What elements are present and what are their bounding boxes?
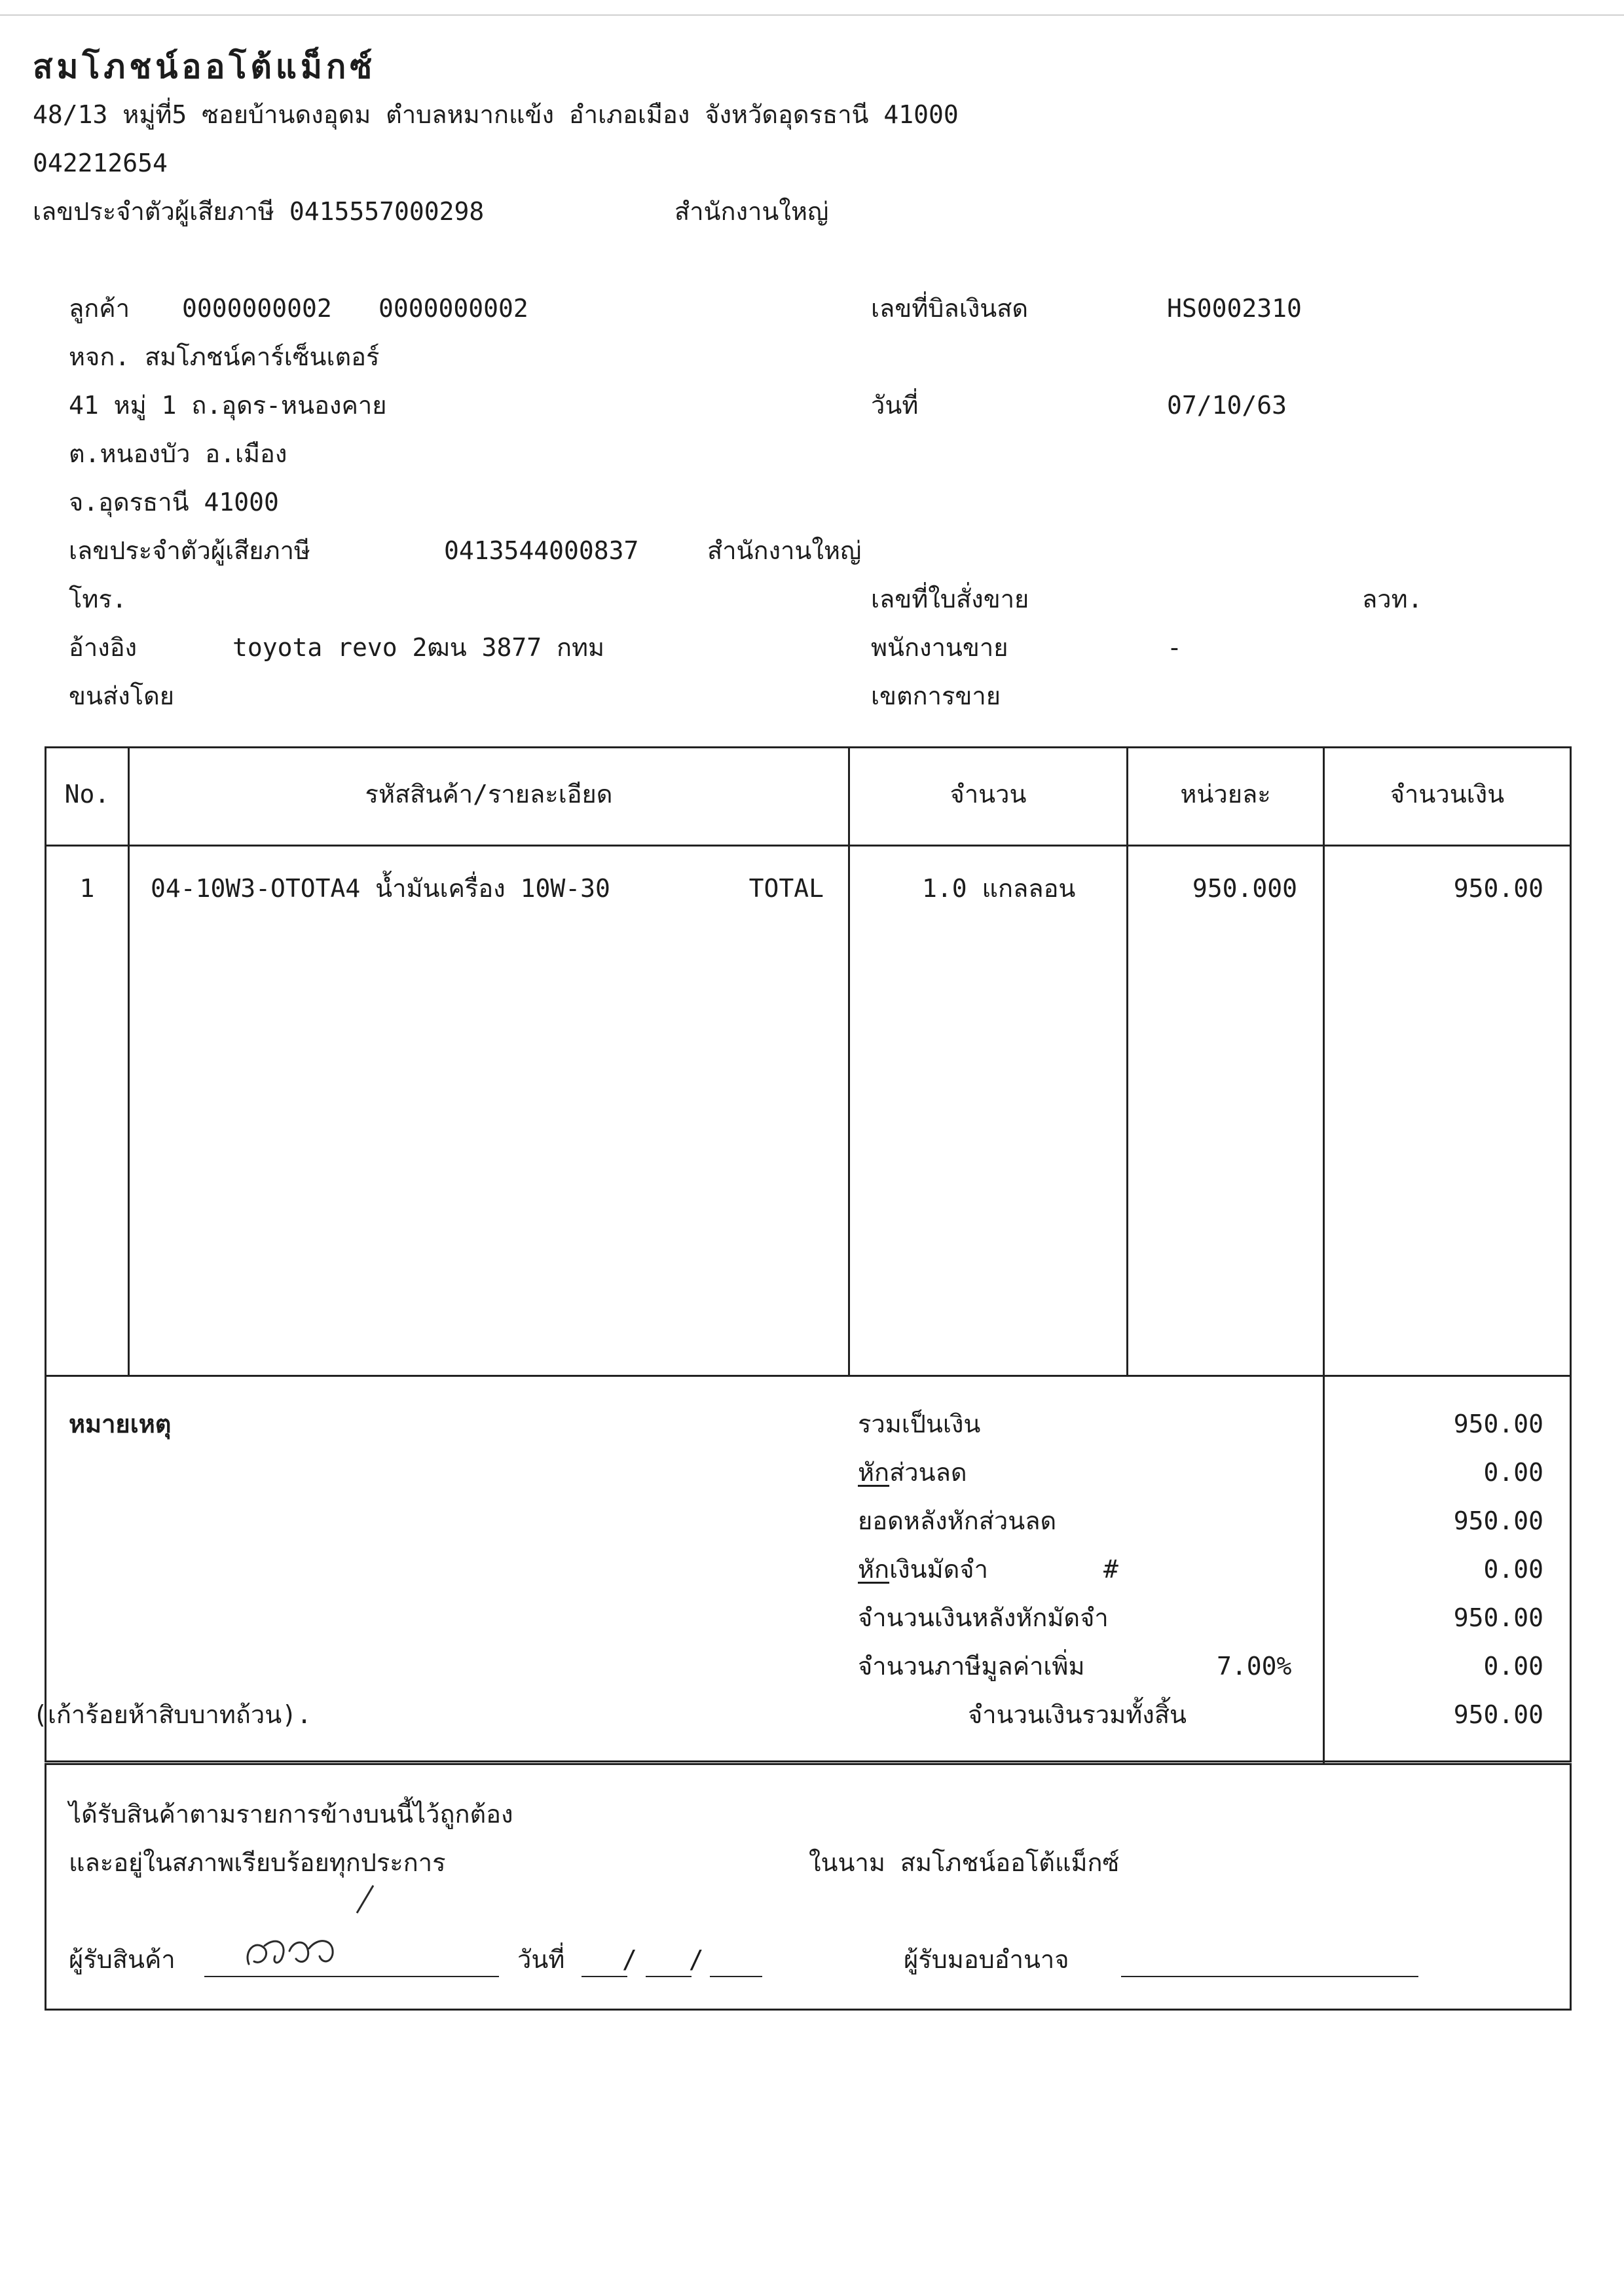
discount-text: ส่วนลด <box>889 1458 967 1487</box>
deposit-text: เงินมัดจำ <box>889 1555 988 1584</box>
header-divider <box>45 845 1572 847</box>
items-bottom-divider <box>45 1375 1572 1377</box>
company-branch: สำนักงานใหญ่ <box>674 197 829 226</box>
row-item-code: 04-10W3-OTOTA4 น้ำมันเครื่อง 10W-30 <box>151 874 610 903</box>
bill-date-value: 07/10/63 <box>1167 391 1287 420</box>
bill-date-label: วันที่ <box>871 391 919 420</box>
after-discount-label: ยอดหลังหักส่วนลด <box>858 1506 1057 1535</box>
deposit-label <box>858 1554 988 1584</box>
header-desc: รหัสสินค้า/รายละเอียด <box>365 780 613 809</box>
scan-edge-line <box>0 14 1624 16</box>
row-amount: 950.00 <box>1453 874 1543 903</box>
col-divider-3 <box>1126 746 1128 1377</box>
salesperson-label: พนักงานขาย <box>871 633 1008 662</box>
on-behalf-of: ในนาม สมโภชน์ออโต้แม็กซ์ <box>809 1848 1120 1877</box>
customer-name: หจก. สมโภชน์คาร์เซ็นเตอร์ <box>69 342 380 371</box>
after-discount-value: 950.00 <box>1453 1506 1543 1535</box>
customer-tax-label: เลขประจำตัวผู้เสียภาษี <box>69 536 310 565</box>
customer-branch: สำนักงานใหญ่ <box>707 536 862 565</box>
sales-order-label: เลขที่ใบสั่งขาย <box>871 585 1029 613</box>
deposit-value: 0.00 <box>1483 1555 1543 1584</box>
row-unit-price: 950.000 <box>1192 874 1297 903</box>
date-month-line <box>646 1976 692 1977</box>
customer-address-3: จ.อุดรธานี 41000 <box>69 488 279 517</box>
bill-no-value: HS0002310 <box>1167 294 1302 323</box>
received-line-1: ได้รับสินค้าตามรายการข้างบนนี้ไว้ถูกต้อง <box>69 1800 513 1829</box>
receiver-signature <box>210 1872 406 1977</box>
customer-phone-label: โทร. <box>69 585 127 613</box>
customer-address-2: ต.หนองบัว อ.เมือง <box>69 439 287 468</box>
bill-no-label: เลขที่บิลเงินสด <box>871 294 1029 323</box>
company-phone: 042212654 <box>33 149 168 177</box>
authorized-signature-line <box>1121 1976 1418 1977</box>
row-brand: TOTAL <box>748 874 824 903</box>
customer-tax-id: 0413544000837 <box>444 536 639 565</box>
vat-value: 0.00 <box>1483 1652 1543 1681</box>
col-divider-1 <box>128 746 130 1377</box>
remark-label: หมายเหตุ <box>69 1410 172 1438</box>
discount-value: 0.00 <box>1483 1458 1543 1487</box>
company-name: สมโภชน์ออโต้แม็กซ์ <box>33 48 377 86</box>
shipping-label: ขนส่งโดย <box>69 682 175 710</box>
header-amount: จำนวนเงิน <box>1390 780 1505 809</box>
vat-label: จำนวนภาษีมูลค่าเพิ่ม <box>858 1652 1085 1681</box>
deposit-prefix: หัก <box>858 1555 890 1584</box>
reference-value: toyota revo 2ฒน 3877 กทม <box>232 633 605 662</box>
grand-total-label: จำนวนเงินรวมทั้งสิ้น <box>968 1700 1187 1729</box>
subtotal-label: รวมเป็นเงิน <box>858 1410 981 1438</box>
sales-area-label: เขตการขาย <box>871 682 1001 710</box>
customer-label: ลูกค้า <box>69 294 130 323</box>
subtotal-value: 950.00 <box>1453 1410 1543 1438</box>
deposit-hash: # <box>1103 1555 1118 1584</box>
sales-order-value: ลวท. <box>1362 585 1423 613</box>
discount-label <box>858 1457 967 1487</box>
header-qty: จำนวน <box>950 780 1027 809</box>
company-address: 48/13 หมู่ที่5 ซอยบ้านดงอุดม ตำบลหมากแข้ง อำเภอเมือง จังหวัดอุดรธานี 41000 <box>33 100 959 129</box>
col-divider-2 <box>848 746 850 1377</box>
header-unit: หน่วยละ <box>1180 780 1271 809</box>
date-year-line <box>710 1976 762 1977</box>
vat-rate: 7.00% <box>1217 1652 1292 1681</box>
received-line-2: และอยู่ในสภาพเรียบร้อยทุกประการ <box>69 1848 446 1877</box>
customer-code-2: 0000000002 <box>378 294 528 323</box>
discount-prefix: หัก <box>858 1458 890 1487</box>
date-slashes: / / <box>622 1945 722 1974</box>
header-no: No. <box>64 780 110 809</box>
authorized-label: ผู้รับมอบอำนาจ <box>904 1945 1069 1974</box>
reference-label: อ้างอิง <box>69 633 138 662</box>
customer-address-1: 41 หมู่ 1 ถ.อุดร-หนองคาย <box>69 391 387 420</box>
salesperson-value: - <box>1167 633 1182 662</box>
after-deposit-label: จำนวนเงินหลังหักมัดจำ <box>858 1603 1109 1632</box>
receive-date-label: วันที่ <box>517 1945 565 1974</box>
amount-in-words: (เก้าร้อยห้าสิบบาทถ้วน). <box>33 1700 312 1729</box>
row-no: 1 <box>79 874 95 903</box>
grand-total-value: 950.00 <box>1453 1700 1543 1729</box>
customer-code-1: 0000000002 <box>182 294 332 323</box>
date-day-line <box>581 1976 627 1977</box>
row-qty: 1.0 แกลลอน <box>922 874 1076 903</box>
receiver-label: ผู้รับสินค้า <box>69 1945 175 1974</box>
after-deposit-value: 950.00 <box>1453 1603 1543 1632</box>
company-tax-id: เลขประจำตัวผู้เสียภาษี 0415557000298 <box>33 197 485 226</box>
